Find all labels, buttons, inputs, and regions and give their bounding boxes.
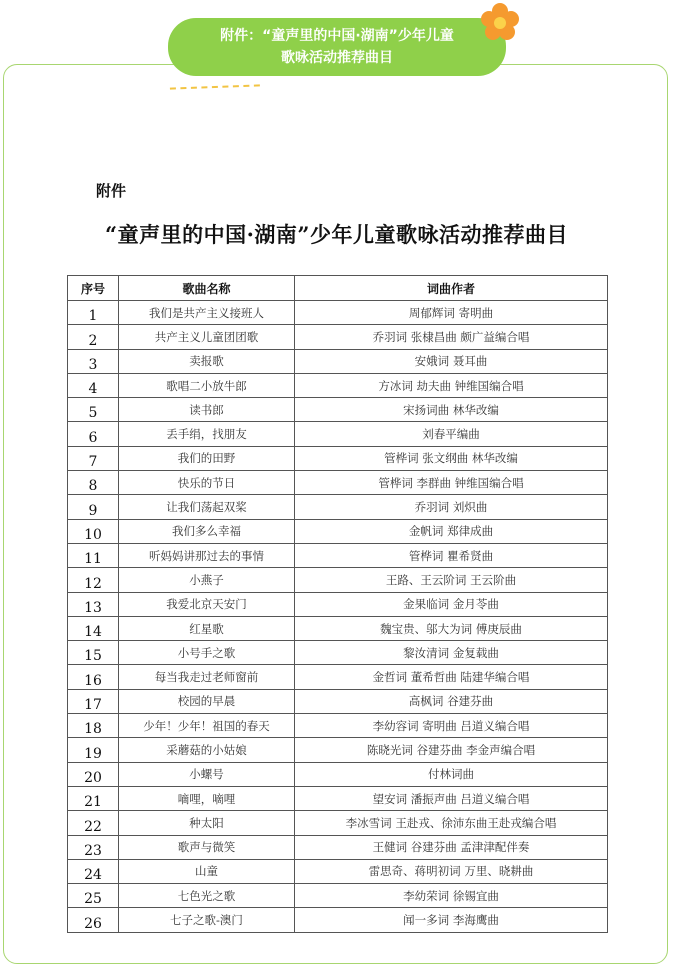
song-authors: 黎汝清词 金复载曲	[295, 641, 608, 665]
song-name: 红星歌	[119, 616, 295, 640]
row-number: 24	[68, 859, 119, 883]
song-name: 快乐的节日	[119, 471, 295, 495]
table-row	[68, 349, 608, 373]
row-number: 21	[68, 786, 119, 810]
table-row	[68, 714, 608, 738]
table-row	[68, 446, 608, 470]
table-row	[68, 665, 608, 689]
song-authors: 魏宝贵、邬大为词 傅庚辰曲	[295, 616, 608, 640]
table-row	[68, 689, 608, 713]
table-row	[68, 835, 608, 859]
song-authors: 李幼荣词 徐锡宜曲	[295, 884, 608, 908]
song-authors: 王健词 谷建芬曲 孟津津配伴奏	[295, 835, 608, 859]
song-authors: 望安词 潘振声曲 吕道义编合唱	[295, 786, 608, 810]
table-row	[68, 325, 608, 349]
table-row	[68, 738, 608, 762]
row-number: 10	[68, 519, 119, 543]
row-number: 11	[68, 543, 119, 567]
song-authors: 安娥词 聂耳曲	[295, 349, 608, 373]
song-authors: 乔羽词 张棣昌曲 颇广益编合唱	[295, 325, 608, 349]
row-number: 6	[68, 422, 119, 446]
table-row	[68, 641, 608, 665]
row-number: 23	[68, 835, 119, 859]
table-row	[68, 786, 608, 810]
song-authors: 刘春平编曲	[295, 422, 608, 446]
table-row	[68, 616, 608, 640]
song-authors: 王路、王云阶词 王云阶曲	[295, 568, 608, 592]
row-number: 5	[68, 398, 119, 422]
row-number: 1	[68, 301, 119, 325]
song-name: 种太阳	[119, 811, 295, 835]
song-authors: 周郁辉词 寄明曲	[295, 301, 608, 325]
song-authors: 方冰词 劫夫曲 钟维国编合唱	[295, 373, 608, 397]
row-number: 3	[68, 349, 119, 373]
song-name: 小螺号	[119, 762, 295, 786]
document-title: “童声里的中国·湖南”少年儿童歌咏活动推荐曲目	[105, 222, 568, 247]
row-number: 17	[68, 689, 119, 713]
attachment-label: 附件	[96, 182, 127, 200]
row-number: 13	[68, 592, 119, 616]
table-row	[68, 471, 608, 495]
table-row	[68, 543, 608, 567]
table-row	[68, 301, 608, 325]
song-name: 少年！少年！祖国的春天	[119, 714, 295, 738]
song-authors: 乔羽词 刘炽曲	[295, 495, 608, 519]
song-authors: 雷思奇、蒋明初词 万里、晓耕曲	[295, 859, 608, 883]
song-name: 我爱北京天安门	[119, 592, 295, 616]
song-name: 我们的田野	[119, 446, 295, 470]
row-number: 8	[68, 471, 119, 495]
header-number: 序号	[68, 276, 119, 301]
song-authors: 李冰雪词 王赴戎、徐沛东曲王赴戎编合唱	[295, 811, 608, 835]
table-row	[68, 762, 608, 786]
row-number: 4	[68, 373, 119, 397]
song-authors: 李幼容词 寄明曲 吕道义编合唱	[295, 714, 608, 738]
table-row	[68, 422, 608, 446]
song-name: 校园的早晨	[119, 689, 295, 713]
song-name: 采蘑菇的小姑娘	[119, 738, 295, 762]
song-name: 小号手之歌	[119, 641, 295, 665]
table-row	[68, 592, 608, 616]
song-name: 我们多么幸福	[119, 519, 295, 543]
song-name: 听妈妈讲那过去的事情	[119, 543, 295, 567]
row-number: 7	[68, 446, 119, 470]
song-name: 七子之歌-澳门	[119, 908, 295, 932]
song-name: 丢手绢，找朋友	[119, 422, 295, 446]
header-song-name: 歌曲名称	[119, 276, 295, 301]
song-authors: 陈晓光词 谷建芬曲 李金声编合唱	[295, 738, 608, 762]
song-name: 每当我走过老师窗前	[119, 665, 295, 689]
table-row	[68, 398, 608, 422]
row-number: 15	[68, 641, 119, 665]
header-banner	[168, 18, 506, 76]
song-name: 读书郎	[119, 398, 295, 422]
row-number: 20	[68, 762, 119, 786]
row-number: 9	[68, 495, 119, 519]
flower-icon	[478, 2, 522, 42]
song-authors: 高枫词 谷建芬曲	[295, 689, 608, 713]
song-authors: 管桦词 李群曲 钟维国编合唱	[295, 471, 608, 495]
table-row	[68, 519, 608, 543]
table-row	[68, 495, 608, 519]
banner-line-1: 附件：“童声里的中国·湖南”少年儿童	[220, 28, 454, 44]
song-name: 七色光之歌	[119, 884, 295, 908]
row-number: 25	[68, 884, 119, 908]
song-name: 山童	[119, 859, 295, 883]
row-number: 16	[68, 665, 119, 689]
song-name: 嘀哩，嘀哩	[119, 786, 295, 810]
table-row	[68, 811, 608, 835]
song-table	[67, 275, 608, 933]
table-row	[68, 884, 608, 908]
song-name: 让我们荡起双桨	[119, 495, 295, 519]
song-authors: 管桦词 张文纲曲 林华改编	[295, 446, 608, 470]
row-number: 14	[68, 616, 119, 640]
table-row	[68, 908, 608, 932]
song-authors: 闻一多词 李海鹰曲	[295, 908, 608, 932]
song-name: 卖报歌	[119, 349, 295, 373]
row-number: 26	[68, 908, 119, 932]
song-authors: 金果临词 金月苓曲	[295, 592, 608, 616]
row-number: 18	[68, 714, 119, 738]
table-row	[68, 859, 608, 883]
song-authors: 金哲词 董希哲曲 陆建华编合唱	[295, 665, 608, 689]
song-authors: 付林词曲	[295, 762, 608, 786]
table-row	[68, 373, 608, 397]
song-name: 共产主义儿童团团歌	[119, 325, 295, 349]
header-authors: 词曲作者	[295, 276, 608, 301]
song-name: 歌声与微笑	[119, 835, 295, 859]
song-authors: 管桦词 瞿希贤曲	[295, 543, 608, 567]
row-number: 19	[68, 738, 119, 762]
row-number: 12	[68, 568, 119, 592]
table-header-row	[68, 276, 608, 301]
song-authors: 宋扬词曲 林华改编	[295, 398, 608, 422]
row-number: 22	[68, 811, 119, 835]
song-authors: 金帆词 郑律成曲	[295, 519, 608, 543]
song-name: 我们是共产主义接班人	[119, 301, 295, 325]
table-row	[68, 568, 608, 592]
row-number: 2	[68, 325, 119, 349]
banner-line-2: 歌咏活动推荐曲目	[281, 50, 393, 66]
song-name: 小燕子	[119, 568, 295, 592]
song-name: 歌唱二小放牛郎	[119, 373, 295, 397]
